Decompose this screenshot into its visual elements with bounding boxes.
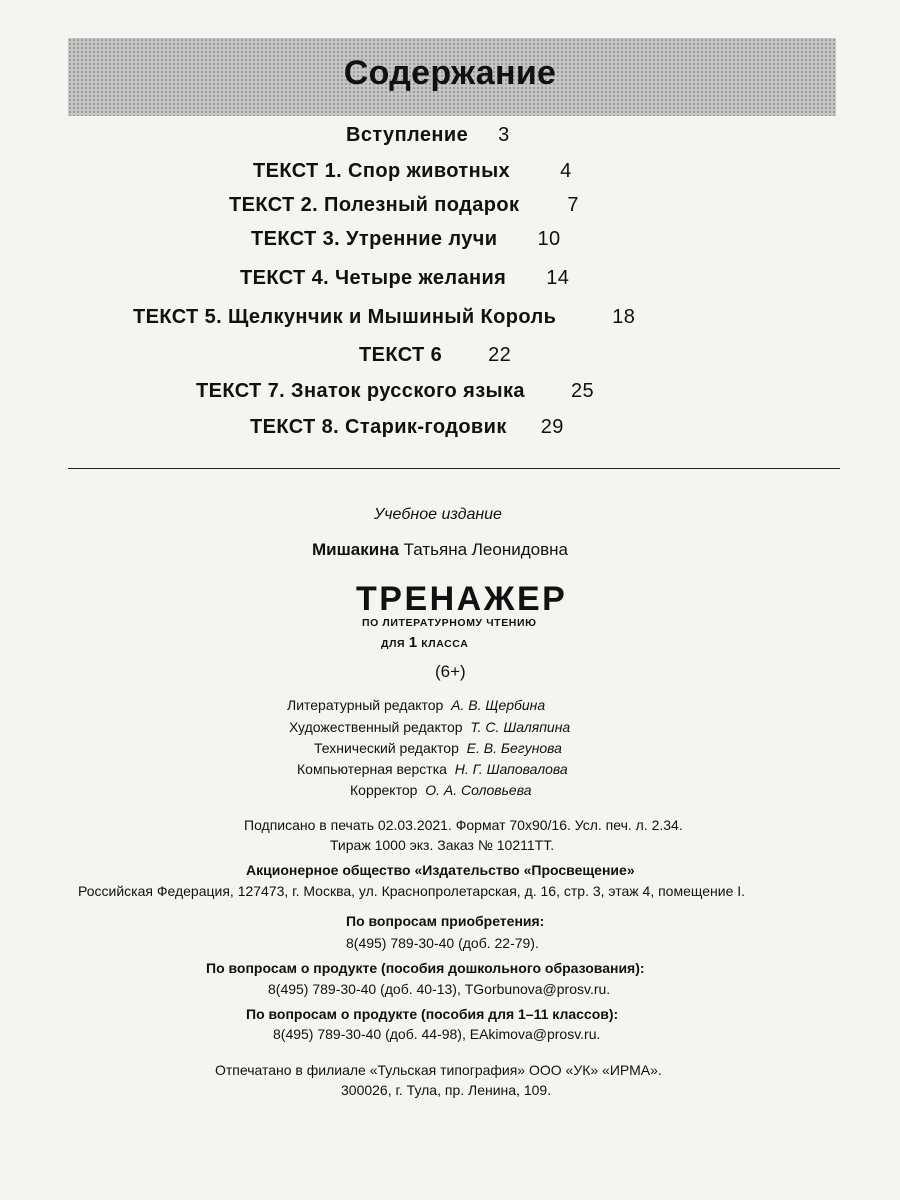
product-preschool-contact: 8(495) 789-30-40 (доб. 40-13), TGorbunova@prosv.ru. [268,981,611,997]
publisher-address: Российская Федерация, 127473, г. Москва, ул. Краснопролетарская, д. 16, стр. 3, этаж 4, помещение I. [78,883,746,899]
toc-item: ТЕКСТ 1. Спор животных 4 [253,160,572,182]
toc-item: ТЕКСТ 4. Четыре желания 14 [240,267,570,289]
toc-item: ТЕКСТ 2. Полезный подарок 7 [229,194,579,216]
toc-item: ТЕКСТ 8. Старик-годовик 29 [250,416,564,438]
credit-line: Художественный редактор Т. С. Шаляпина [289,719,571,735]
age-rating: (6+) [435,662,466,681]
printer-address: 300026, г. Тула, пр. Ленина, 109. [341,1082,552,1098]
subtitle-line2: ДЛЯ 1 КЛАССА [381,634,469,651]
publisher: Акционерное общество «Издательство «Просвещение» [246,862,635,878]
credit-line: Литературный редактор А. В. Щербина [287,697,546,713]
toc-item: Вступление 3 [346,124,510,146]
toc-item: ТЕКСТ 5. Щелкунчик и Мышиный Король 18 [133,306,636,328]
product-school-heading: По вопросам о продукте (пособия для 1–11 классов): [246,1006,619,1022]
credit-line: Технический редактор Е. В. Бегунова [314,740,562,756]
product-school-contact: 8(495) 789-30-40 (доб. 44-98), EAkimova@prosv.ru. [273,1026,601,1042]
subtitle-line1: ПО ЛИТЕРАТУРНОМУ ЧТЕНИЮ [362,617,537,629]
printer-info: Отпечатано в филиале «Тульская типография» ООО «УК» «ИРМА». [215,1062,662,1078]
print-run: Тираж 1000 экз. Заказ № 10211ТТ. [330,837,555,853]
print-details: Подписано в печать 02.03.2021. Формат 70х90/16. Усл. печ. л. 2.34. [244,817,683,833]
credit-line: Компьютерная верстка Н. Г. Шаповалова [297,761,568,777]
credit-line: Корректор О. А. Соловьева [350,782,532,798]
edition-type: Учебное издание [374,506,502,523]
toc-item: ТЕКСТ 6 22 [359,344,512,366]
section-divider [68,468,840,469]
toc-item: ТЕКСТ 7. Знаток русского языка 25 [196,380,594,402]
author: Мишакина Татьяна Леонидовна [312,540,568,559]
contents-title: Содержание [343,54,557,92]
product-preschool-heading: По вопросам о продукте (пособия дошкольного образования): [206,960,645,976]
book-title: ТРЕНАЖЕР [356,580,568,618]
purchase-heading: По вопросам приобретения: [346,913,545,929]
purchase-phone: 8(495) 789-30-40 (доб. 22-79). [346,935,539,951]
toc-item: ТЕКСТ 3. Утренние лучи 10 [251,228,561,250]
